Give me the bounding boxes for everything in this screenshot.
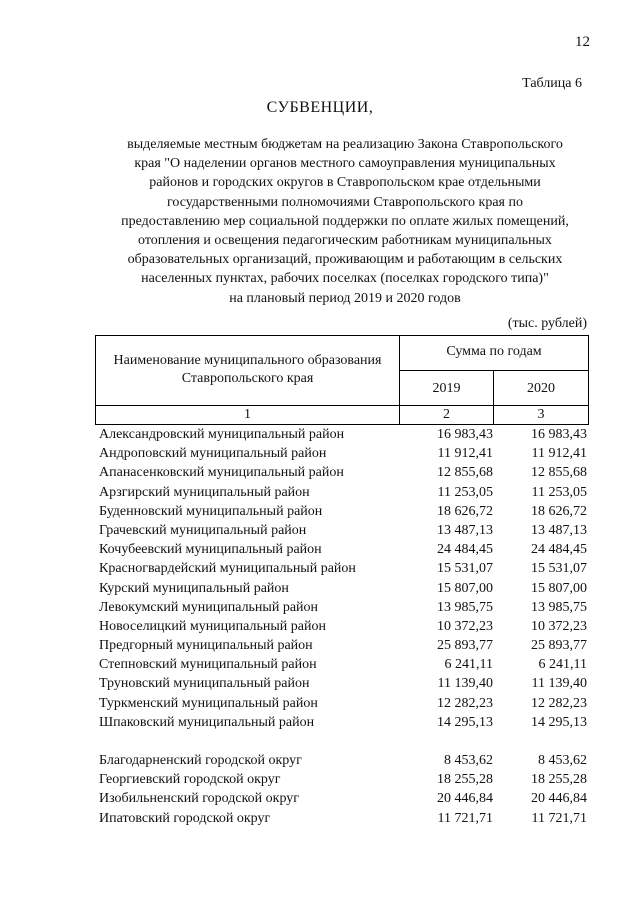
row-name: Красногвардейский муниципальный район: [99, 561, 356, 577]
row-value-2020: 25 893,77: [531, 638, 587, 654]
row-value-2019: 16 983,43: [437, 427, 493, 442]
row-name: Шпаковский муниципальный район: [99, 714, 315, 730]
table-body: [95, 425, 589, 828]
row-value-2020: 16 983,43: [531, 427, 587, 442]
row-name: Степновский муниципальный район: [99, 657, 317, 673]
row-name: Александровский муниципальный район: [99, 427, 345, 442]
description: [98, 135, 592, 308]
row-value-2019: 25 893,77: [437, 638, 493, 654]
row-value-2020: 12 855,68: [531, 465, 587, 481]
table-row: [95, 617, 589, 636]
row-value-2020: 10 372,23: [531, 618, 587, 634]
row-value-2020: 18 255,28: [531, 772, 587, 788]
row-value-2020: 11 139,40: [531, 676, 587, 692]
column-header-2019: 2019: [400, 371, 494, 406]
row-value-2020: 11 912,41: [531, 446, 587, 462]
row-value-2020: 8 453,62: [538, 753, 587, 768]
table-row: [95, 483, 589, 502]
column-header-name: [96, 336, 400, 406]
row-name: Левокумский муниципальный район: [99, 599, 319, 615]
row-value-2019: 11 139,40: [437, 676, 493, 692]
table-row: [95, 425, 589, 444]
row-value-2019: 24 484,45: [437, 542, 493, 558]
row-name: Новоселицкий муниципальный район: [99, 618, 326, 634]
units-label: (тыс. рублей): [507, 316, 587, 331]
row-value-2019: 13 487,13: [437, 522, 493, 538]
row-value-2019: 13 985,75: [437, 599, 493, 615]
table-row: [95, 598, 589, 617]
row-value-2019: 14 295,13: [437, 714, 493, 730]
row-value-2019: 11 721,71: [437, 810, 493, 826]
row-value-2020: 18 626,72: [531, 503, 587, 519]
table-row: [95, 521, 589, 540]
row-name: Предгорный муниципальный район: [99, 638, 313, 654]
row-name: Изобильненский городской округ: [99, 791, 300, 807]
row-value-2019: 15 531,07: [437, 561, 493, 577]
row-name: Благодарненский городской округ: [99, 753, 302, 768]
row-name: Георгиевский городской округ: [99, 772, 281, 788]
row-value-2020: 13 985,75: [531, 599, 587, 615]
row-name: Курский муниципальный район: [99, 580, 289, 596]
column-header-name-line: Ставропольского края: [181, 371, 314, 386]
column-header-2020: 2020: [494, 371, 588, 406]
row-value-2020: 15 807,00: [531, 580, 587, 596]
document-title: СУБВЕНЦИИ,: [266, 99, 374, 116]
description-line: государственными полномочиями Ставропольского края по: [167, 194, 523, 210]
table-row: [95, 789, 589, 808]
table-row: [95, 655, 589, 674]
row-value-2020: 11 721,71: [531, 810, 587, 826]
row-value-2020: 12 282,23: [531, 695, 587, 711]
description-line: предоставлению мер социальной поддержки по оплате жилых помещений,: [121, 213, 569, 229]
table-row: [95, 713, 589, 732]
row-value-2020: 6 241,11: [538, 657, 587, 673]
row-name: Туркменский муниципальный район: [99, 695, 318, 711]
row-value-2020: 15 531,07: [531, 561, 587, 577]
table-row: [95, 751, 589, 770]
table-row: [95, 674, 589, 693]
row-name: Кочубеевский муниципальный район: [99, 542, 322, 558]
row-value-2020: 20 446,84: [531, 791, 587, 807]
row-value-2019: 20 446,84: [437, 791, 493, 807]
description-line: образовательных организаций, проживающим и работающим в сельских: [127, 252, 563, 268]
row-value-2019: 12 282,23: [437, 695, 493, 711]
row-name: Буденновский муниципальный район: [99, 503, 323, 519]
description-line: отопления и освещения педагогическим работникам муниципальных: [138, 233, 552, 249]
row-name: Андроповский муниципальный район: [99, 446, 327, 462]
section-gap: [95, 732, 589, 751]
column-number-2: 2: [400, 406, 494, 424]
table-row: [95, 809, 589, 828]
table-row: [95, 502, 589, 521]
column-number-1: 1: [96, 406, 400, 424]
row-name: Грачевский муниципальный район: [99, 522, 307, 538]
row-value-2019: 10 372,23: [437, 618, 493, 634]
row-value-2019: 11 912,41: [437, 446, 493, 462]
row-value-2019: 15 807,00: [437, 580, 493, 596]
row-value-2019: 18 626,72: [437, 503, 493, 519]
row-name: Апанасенковский муниципальный район: [99, 465, 344, 481]
description-line: на плановый период 2019 и 2020 годов: [229, 290, 461, 306]
row-name: Труновский муниципальный район: [99, 676, 310, 692]
table-row: [95, 770, 589, 789]
table-row: [95, 559, 589, 578]
row-value-2020: 11 253,05: [531, 484, 587, 500]
table-row: [95, 444, 589, 463]
table-row: [95, 579, 589, 598]
row-value-2020: 13 487,13: [531, 522, 587, 538]
column-header-name-line: Наименование муниципального образования: [113, 353, 382, 368]
column-header-sum: Сумма по годам: [400, 336, 588, 371]
description-line: выделяемые местным бюджетам на реализацию Закона Ставропольского: [127, 137, 563, 152]
row-value-2019: 8 453,62: [444, 753, 493, 768]
row-value-2019: 11 253,05: [437, 484, 493, 500]
row-name: Ипатовский городской округ: [99, 810, 271, 826]
row-name: Арзгирский муниципальный район: [99, 484, 310, 500]
description-line: районов и городских округов в Ставропольском крае отдельными: [149, 175, 541, 191]
row-value-2019: 18 255,28: [437, 772, 493, 788]
table-row: [95, 463, 589, 482]
page-number: 12: [575, 34, 590, 50]
column-number-3: 3: [537, 407, 545, 422]
row-value-2019: 12 855,68: [437, 465, 493, 481]
table-header: [95, 335, 589, 425]
row-value-2019: 6 241,11: [444, 657, 493, 673]
row-value-2020: 14 295,13: [531, 714, 587, 730]
table-row: [95, 694, 589, 713]
row-value-2020: 24 484,45: [531, 542, 587, 558]
table-row: [95, 636, 589, 655]
description-line: края "О наделении органов местного самоуправления муниципальных: [134, 156, 556, 172]
table-label: Таблица 6: [522, 76, 582, 91]
table-row: [95, 540, 589, 559]
description-line: населенных пунктах, рабочих поселках (поселках городского типа)": [141, 271, 549, 287]
